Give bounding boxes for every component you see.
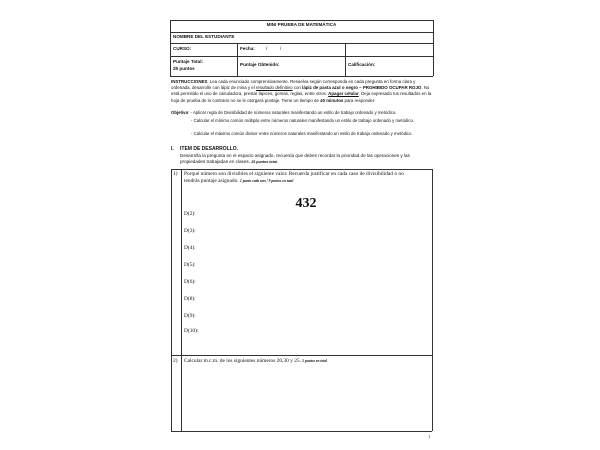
instructions-bold: 40 minutos (320, 97, 344, 103)
instructions-text: : Lea cada enunciado comprensivamente. Resuelva según corresponda en cada pregunta en forma clara y ordenada, desarrolle con lápiz de mina y el (171, 79, 416, 91)
question-number: 2) (173, 358, 178, 364)
instructions-bold: Apagar celular (328, 91, 359, 97)
section-points: 25 puntos total. (251, 160, 278, 164)
question-number: 1) (173, 171, 178, 177)
objective-item: - Calcular el mínimo común múltiplo entre números naturales manifestando un estilo de trabajo ordenado y metódico. (191, 118, 415, 123)
divisor-label: D(2): (184, 211, 196, 217)
total-score-value: 25 puntos (173, 66, 195, 71)
instructions-text: . Deja expresado tus resultados en la hoja de prueba de lo contrario no se le otorgará puntaje. Tiene un tiempo de (171, 91, 432, 103)
section-description-text: propiedades trabajadas en clases. (180, 159, 250, 164)
question-text: tendrás puntaje asignado. (184, 178, 239, 184)
divisor-label: D(3): (184, 228, 196, 234)
total-score-label: Puntaje Total: (173, 59, 204, 64)
exam-title: MINI PRUEBA DE MATEMÁTICA (266, 22, 337, 27)
grade-label: Calificación: (348, 62, 376, 67)
question-text-row (184, 358, 327, 364)
obtained-score-label: Puntaje Obtenido: (240, 62, 280, 67)
instructions-label: INSTRUCCIONES (171, 79, 208, 84)
divisor-label: D(9): (184, 313, 196, 319)
question-points: 5 puntos en total (302, 359, 327, 363)
student-name-label: NOMBRE DEL ESTUDIANTE (173, 34, 235, 39)
question-points: 1 punto cada uno / 9 puntos en total (240, 179, 294, 183)
date-label: Fecha: (240, 46, 255, 51)
objective-label: Objetivo (171, 110, 189, 115)
objective-item: : - Aplicar regla de Divisibilidad de números naturales manifestando un estilo de trabajo ordenado y metódico. (188, 110, 397, 115)
instructions-text: para responder. (343, 97, 376, 103)
instructions-text: con (292, 85, 303, 91)
section-title: ITEM DE DESARROLLO. (180, 146, 239, 152)
divisor-label: D(8): (184, 296, 196, 302)
divisor-label: D(6): (184, 279, 196, 285)
section-description: Desarrolla la pregunta en el espacio asignado, recuerda que debes recordar la prioridad de las operaciones y las (180, 153, 410, 158)
objective-line-1 (171, 110, 396, 115)
section-numeral: I. (171, 146, 174, 152)
divisor-label: D(10): (184, 328, 199, 334)
section-description-2 (180, 159, 278, 164)
question-text: Calcular m.c.m. de los siguientes números 20,30 y 25. (184, 358, 301, 364)
divisor-label: D(4): (184, 245, 196, 251)
question-text-2 (184, 178, 293, 184)
question-text: Porqué número son divisibles el siguiente valor. Recuerda justificar en cada caso de divisibilidad o no (184, 171, 404, 177)
objective-item: - Calcular el máximo común divisor entre números naturales manifestando un estilo de trabajo ordenado y metódico. (191, 131, 413, 136)
instructions (171, 79, 433, 104)
question-big-number: 432 (295, 196, 317, 211)
instructions-bold: lápiz de pasta azul o negro – PROHIBIDO OCUPAR ROJO (302, 85, 422, 91)
course-label: CURSO: (173, 46, 192, 51)
divisor-label: D(5): (184, 262, 196, 268)
page-number: 1 (428, 434, 431, 439)
instructions-underlined: resultado definitivo (255, 85, 293, 91)
instructions-text: . No está permitido el uso de calculadora, prestar lápices, gomas, reglas, entre otros. (171, 85, 430, 97)
date-separators: / / (266, 46, 282, 51)
